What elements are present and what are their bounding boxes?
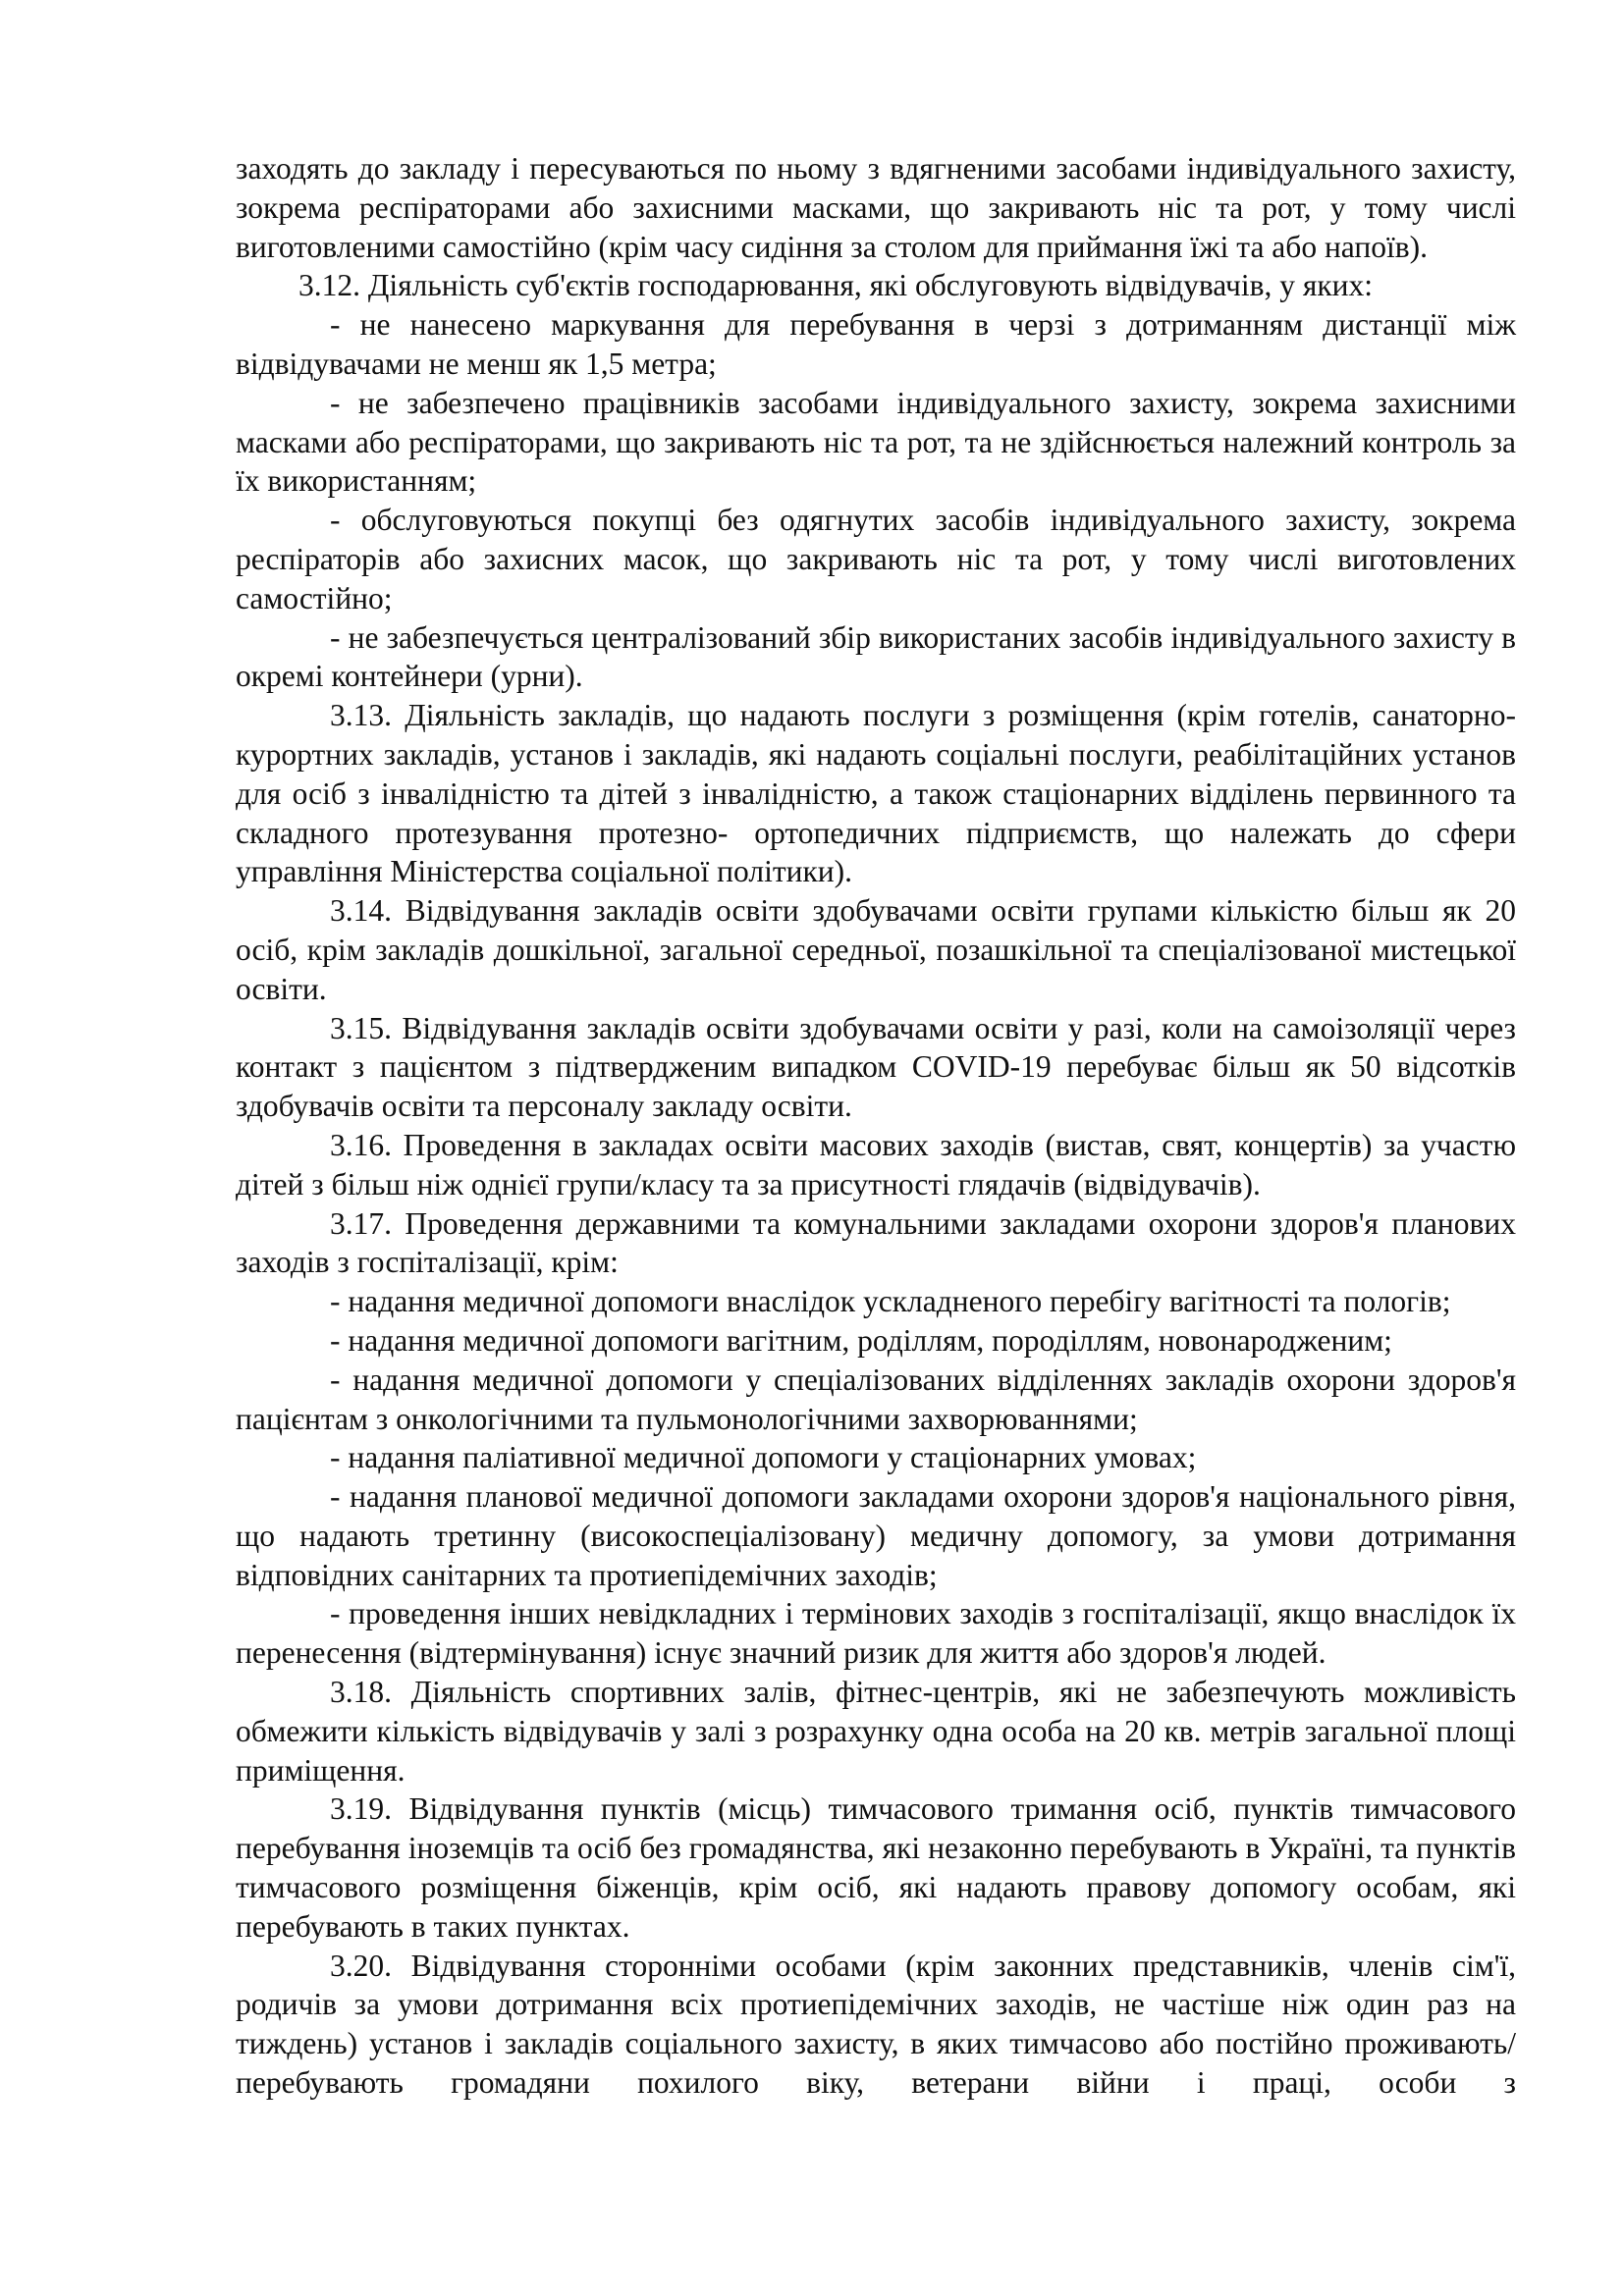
document-page	[236, 149, 1516, 2103]
list-item-staff-protection: - не забезпечено працівників засобами індивідуального захисту, зокрема захисними масками або респіраторами, що закривають ніс та рот, та не здійснюється належний контроль за їх використанням;	[236, 385, 1516, 499]
paragraph-intro-continuation: заходять до закладу і пересуваються по ньому з вдягненими засобами індивідуального захисту, зокрема респіраторами або захисними масками, що закривають ніс та рот, у тому числі виготовленими самостійно (крім часу сидіння за столом для приймання їжі та або напоїв).	[236, 151, 1516, 264]
paragraph-3-15: 3.15. Відвідування закладів освіти здобувачами освіти у разі, коли на самоізоляції через контакт з пацієнтом з підтвердженим випадком COVID-19 перебуває більш як 50 відсотків здобувачів освіти та персоналу закладу освіти.	[236, 1010, 1516, 1124]
paragraph-3-16: 3.16. Проведення в закладах освіти масових заходів (вистав, свят, концертів) за участю дітей з більш ніж однієї групи/класу та за присутності глядачів (відвідувачів).	[236, 1127, 1516, 1201]
paragraph-3-14: 3.14. Відвідування закладів освіти здобувачами освіти групами кількістю більш як 20 осіб, крім закладів дошкільної, загальної середньої, позашкільної та спеціалізованої мистецької освіти.	[236, 893, 1516, 1006]
paragraph-3-20: 3.20. Відвідування сторонніми особами (крім законних представників, членів сім'ї, родичів за умови дотримання всіх протиепідемічних заходів, не частіше ніж один раз на тиждень) установ і закладів соціального захисту, в яких тимчасово або постійно проживають/перебувають громадяни похилого віку, ветерани війни і праці, особи з	[236, 1948, 1516, 2101]
paragraph-3-17: 3.17. Проведення державними та комунальними закладами охорони здоров'я планових заходів з госпіталізації, крім:	[236, 1205, 1516, 1280]
paragraph-3-12: 3.12. Діяльність суб'єктів господарювання, які обслуговують відвідувачів, у яких:	[298, 268, 1374, 303]
list-item-pregnancy-complications: - надання медичної допомоги внаслідок ускладненого перебігу вагітності та пологів;	[330, 1284, 1451, 1319]
list-item-palliative-care: - надання паліативної медичної допомоги у стаціонарних умовах;	[330, 1440, 1197, 1475]
list-item-pregnant-newborn: - надання медичної допомоги вагітним, роділлям, породіллям, новонародженим;	[330, 1322, 1392, 1358]
list-item-customers-protection: - обслуговуються покупці без одягнутих засобів індивідуального захисту, зокрема респіраторів або захисних масок, що закривають ніс та рот, у тому числі виготовлених самостійно;	[236, 503, 1516, 615]
paragraph-3-13: 3.13. Діяльність закладів, що надають послуги з розміщення (крім готелів, санаторно-курортних закладів, установ і закладів, які надають соціальні послуги, реабілітаційних установ для осіб з інвалідністю та дітей з інвалідністю, а також стаціонарних відділень первинного та складного протезування протезно- ортопедичних підприємств, що належать до сфери управління Міністерства соціальної політики).	[236, 698, 1516, 889]
paragraph-3-18: 3.18. Діяльність спортивних залів, фітнес-центрів, які не забезпечують можливість обмежити кількість відвідувачів у залі з розрахунку одна особа на 20 кв. метрів загальної площі приміщення.	[236, 1675, 1516, 1788]
list-item-tertiary-care: - надання планової медичної допомоги закладами охорони здоров'я національного рівня, що надають третинну (високоспеціалізовану) медичну допомогу, за умови дотримання відповідних санітарних та протиепідемічних заходів;	[236, 1479, 1516, 1592]
paragraph-3-19: 3.19. Відвідування пунктів (місць) тимчасового тримання осіб, пунктів тимчасового перебування іноземців та осіб без громадянства, які незаконно перебувають в Україні, та пунктів тимчасового розміщення біженців, крім осіб, які надають правову допомогу особам, які перебувають в таких пунктах.	[236, 1791, 1516, 1944]
list-item-queue-marking: - не нанесено маркування для перебування в черзі з дотриманням дистанції між відвідувачами не менш як 1,5 метра;	[236, 307, 1516, 381]
list-item-waste-collection: - не забезпечується централізований збір використаних засобів індивідуального захисту в окремі контейнери (урни).	[236, 619, 1516, 694]
list-item-oncology-pulmonology: - надання медичної допомоги у спеціалізованих відділеннях закладів охорони здоров'я пацієнтам з онкологічними та пульмонологічними захворюваннями;	[236, 1362, 1516, 1436]
list-item-urgent-hospitalization: - проведення інших невідкладних і термінових заходів з госпіталізації, якщо внаслідок їх перенесення (відтермінування) існує значний ризик для життя або здоров'я людей.	[236, 1596, 1516, 1671]
